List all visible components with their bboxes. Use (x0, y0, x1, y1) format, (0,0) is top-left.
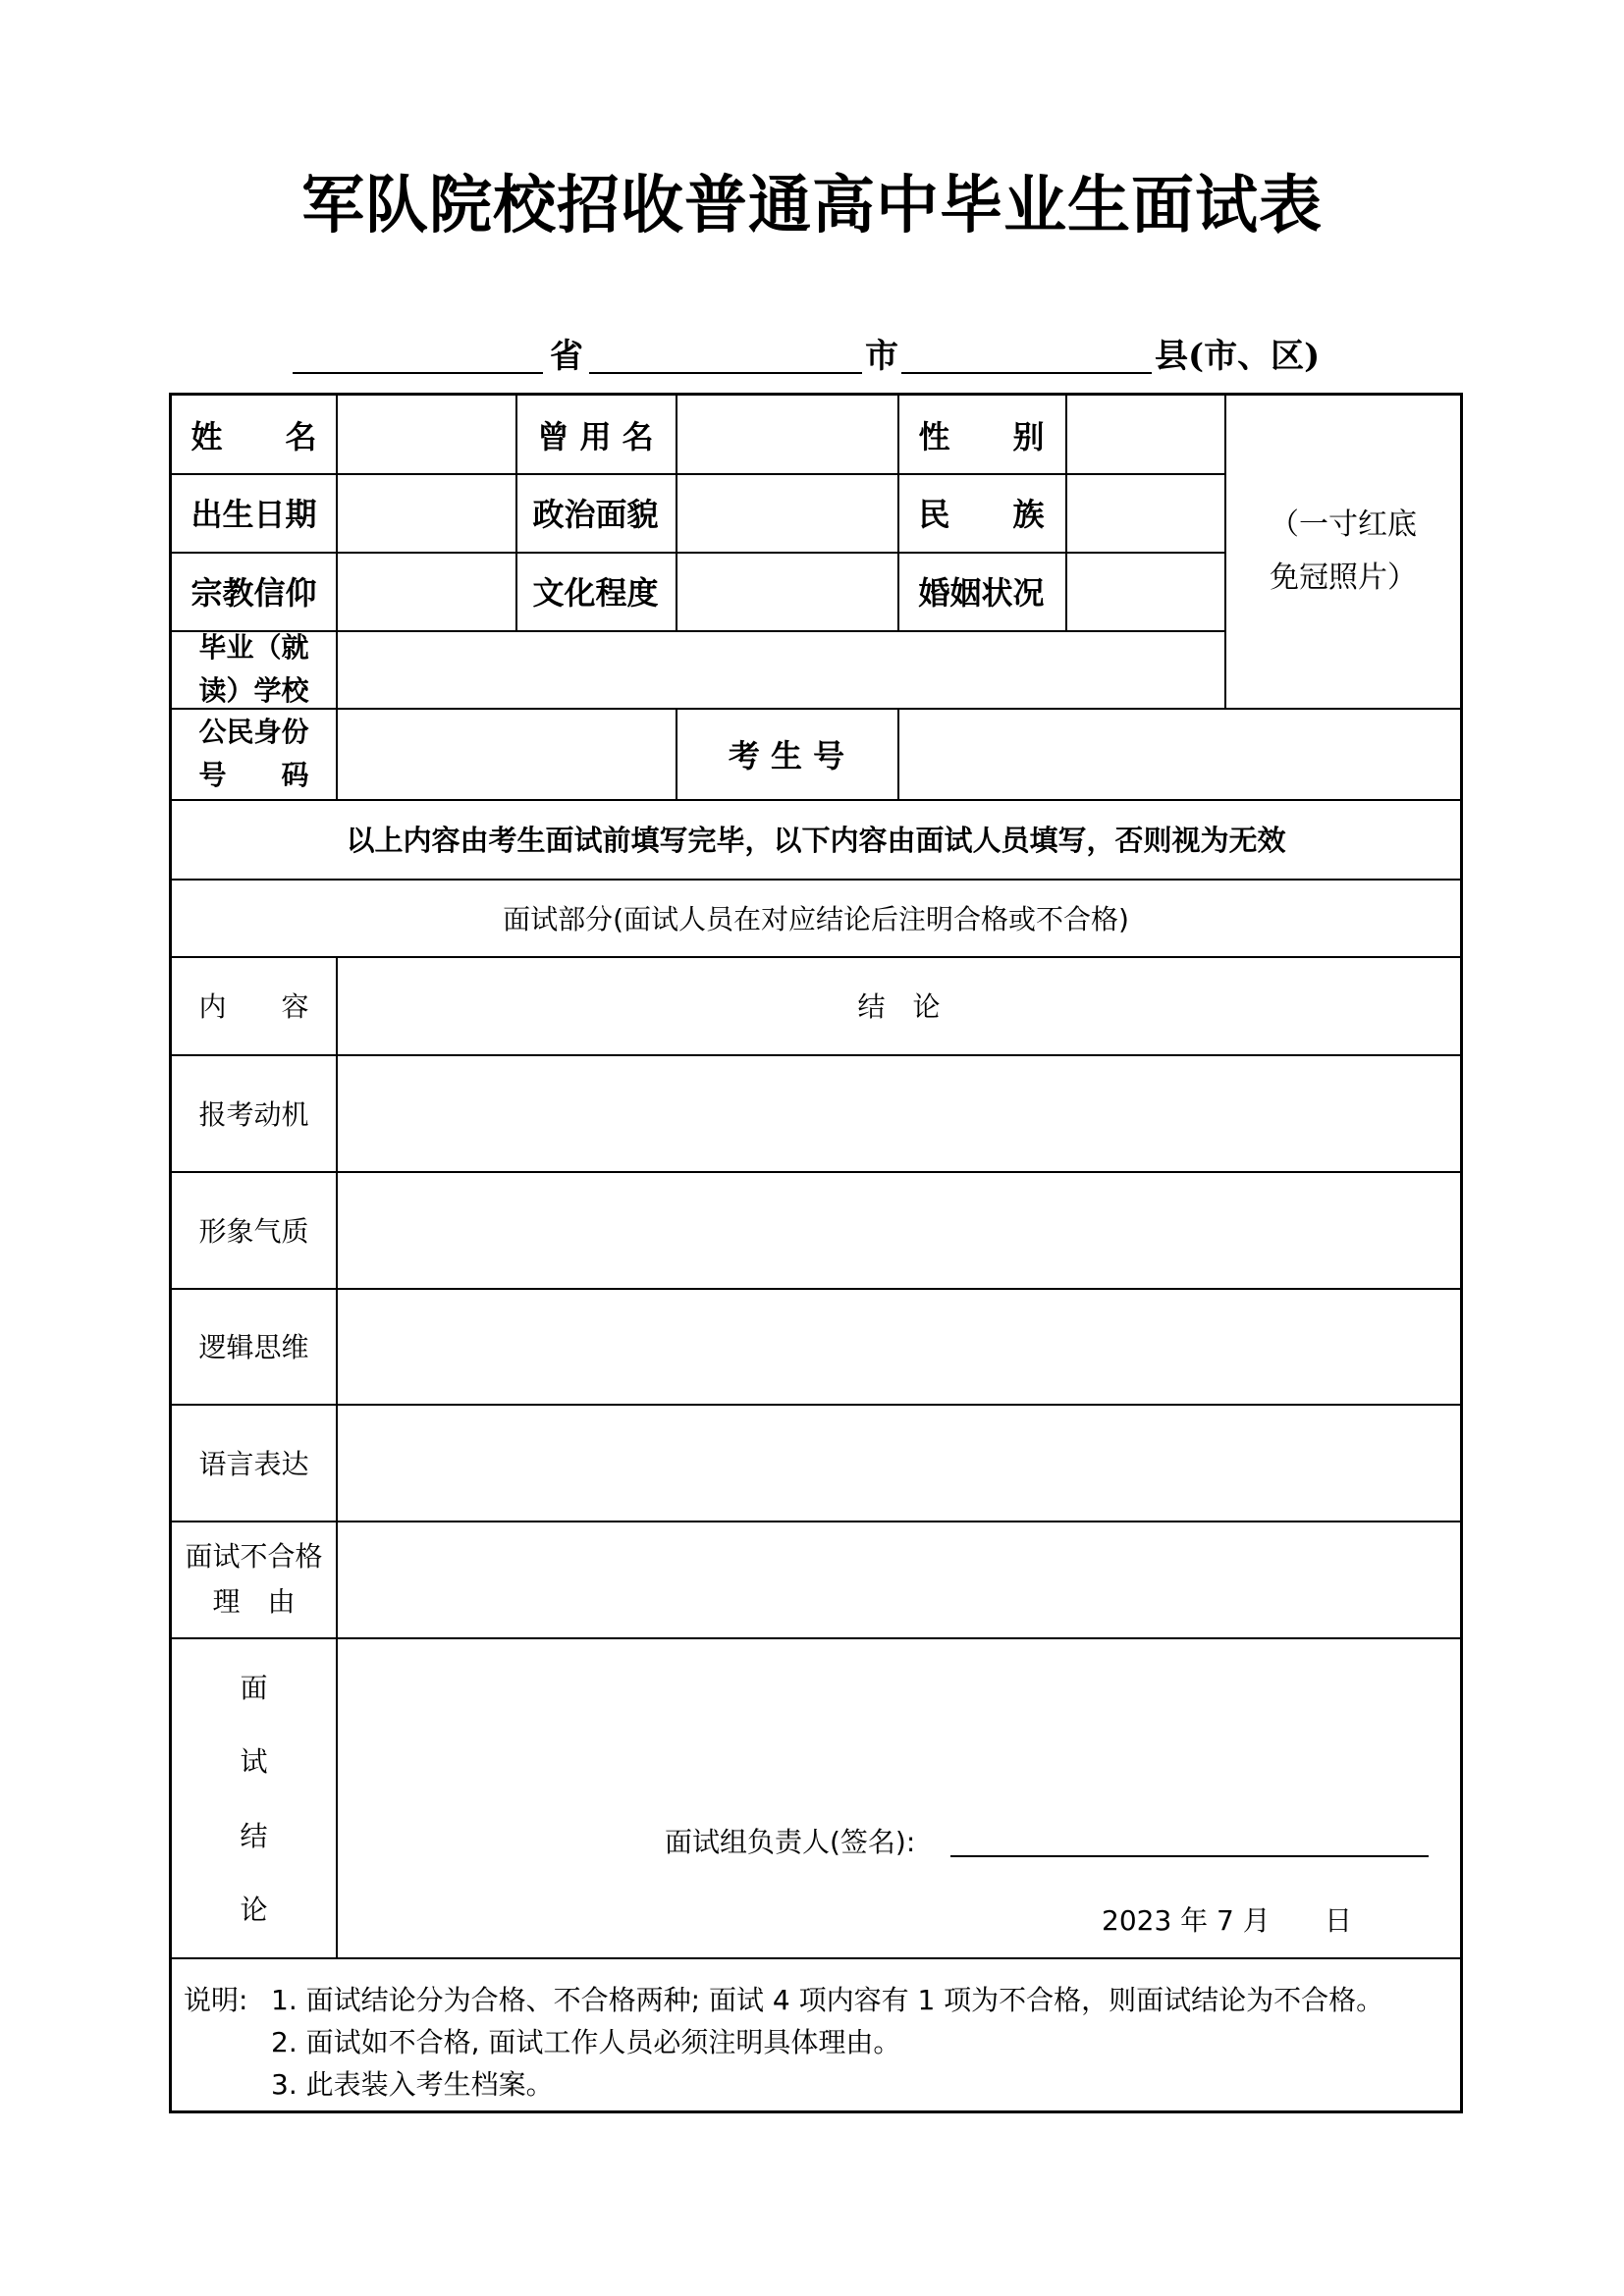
conclusion-column-header: 结 论 (857, 990, 941, 1023)
id-number-label (172, 708, 336, 799)
city-blank[interactable] (589, 372, 862, 374)
criterion-motivation-label: 报考动机 (198, 1097, 309, 1131)
content-column-header: 内 容 (198, 990, 309, 1023)
school-label-line2: 读）学校 (198, 673, 309, 707)
fail-reason-line2: 理 由 (212, 1584, 296, 1618)
conclusion-char: 试 (240, 1745, 268, 1779)
criterion-logic-field[interactable] (338, 1288, 1460, 1404)
conclusion-char: 面 (240, 1672, 268, 1704)
interview-section-title: 面试部分(面试人员在对应结论后注明合格或不合格) (503, 902, 1129, 935)
exam-number-label: 考 生 号 (728, 736, 845, 774)
political-status-field[interactable] (677, 473, 897, 552)
note-item: 1. 面试结论分为合格、不合格两种; 面试 4 项内容有 1 项为不合格，则面试结论为不合格。 (271, 1984, 1384, 2016)
photo-hint-line1: （一寸红底 (1270, 507, 1417, 542)
notes-prefix: 说明: (184, 1984, 248, 2016)
photo-hint-line2: 免冠照片） (1270, 561, 1417, 595)
note-item: 2. 面试如不合格, 面试工作人员必须注明具体理由。 (271, 2026, 901, 2058)
signature-line[interactable] (950, 1855, 1429, 1857)
criterion-motivation-field[interactable] (338, 1054, 1460, 1171)
school-field[interactable] (338, 630, 1224, 708)
religion-label: 宗教信仰 (190, 574, 317, 612)
criterion-appearance-field[interactable] (338, 1171, 1460, 1288)
education-label: 文化程度 (532, 574, 659, 612)
name-label: 姓 名 (190, 417, 317, 455)
ethnicity-label: 民 族 (918, 496, 1045, 533)
instruction-banner: 以上内容由考生面试前填写完毕，以下内容由面试人员填写，否则视为无效 (346, 824, 1286, 857)
exam-number-field[interactable] (899, 708, 1460, 799)
name-field[interactable] (338, 396, 515, 473)
id-label-line2: 号 码 (198, 758, 309, 791)
city-label: 市 (865, 337, 898, 376)
interview-day-label: 日 (1325, 1904, 1353, 1937)
province-label: 省 (550, 337, 583, 376)
school-label-line1: 毕业（就 (198, 630, 309, 664)
county-blank[interactable] (901, 372, 1152, 374)
photo-box[interactable] (1226, 396, 1460, 708)
interview-conclusion-label (172, 1637, 336, 1957)
former-name-label: 曾 用 名 (537, 417, 654, 455)
marital-status-field[interactable] (1067, 552, 1224, 630)
gender-field[interactable] (1067, 396, 1224, 473)
criterion-expression-field[interactable] (338, 1404, 1460, 1521)
conclusion-char: 论 (240, 1893, 268, 1926)
religion-field[interactable] (338, 552, 515, 630)
birth-date-label: 出生日期 (190, 496, 317, 533)
criterion-logic-label: 逻辑思维 (198, 1331, 309, 1363)
divider (172, 1637, 1460, 1639)
county-label: 县(市、区) (1155, 337, 1321, 376)
ethnicity-field[interactable] (1067, 473, 1224, 552)
education-field[interactable] (677, 552, 897, 630)
fail-reason-label (172, 1521, 336, 1637)
page-title: 军队院校招收普通高中毕业生面试表 (301, 169, 1323, 242)
notes-section (172, 1959, 1460, 2110)
criterion-appearance-label: 形象气质 (198, 1214, 309, 1248)
note-item: 3. 此表装入考生档案。 (271, 2068, 554, 2101)
interview-date: 2023 年 7 月 (1102, 1904, 1271, 1937)
political-status-label: 政治面貌 (532, 496, 659, 533)
interview-form-table (169, 393, 1463, 2113)
former-name-field[interactable] (677, 396, 897, 473)
id-number-field[interactable] (338, 708, 676, 799)
province-blank[interactable] (293, 372, 543, 374)
fail-reason-field[interactable] (338, 1521, 1460, 1637)
gender-label: 性 别 (918, 417, 1045, 455)
school-label (172, 630, 336, 708)
signature-label: 面试组负责人(签名): (665, 1826, 916, 1858)
id-label-line1: 公民身份 (198, 715, 309, 748)
criterion-expression-label: 语言表达 (198, 1447, 309, 1480)
fail-reason-line1: 面试不合格 (185, 1539, 323, 1573)
conclusion-char: 结 (240, 1819, 268, 1852)
marital-status-label: 婚姻状况 (918, 574, 1045, 612)
birth-date-field[interactable] (338, 473, 515, 552)
